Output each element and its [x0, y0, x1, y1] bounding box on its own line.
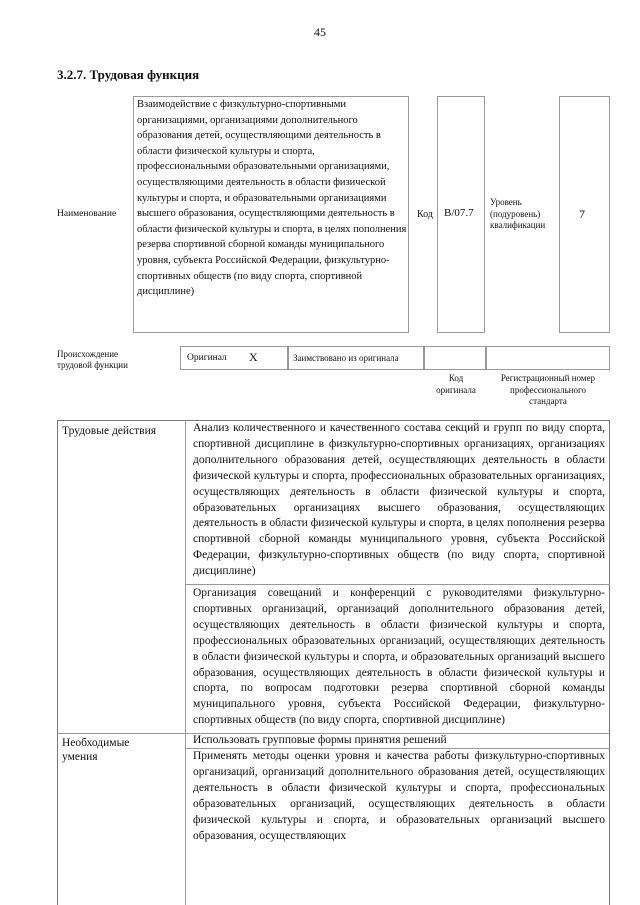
origin-label-line: трудовой функции — [57, 360, 128, 370]
function-name: Взаимодействие с физкультурно-спортивными организациями, организациями дополнительного образования детей, осуществляющими деятельность в области физической культуры и спорта, профессиональными образовательными организациями, осуществляющими деятельность в области физической культуры и спорта, и образовательными организациями высшего образования, осуществляющими деятельность в области физической культуры и спорта, в целях пополнения резерва спортивной сборной команды муниципального уровня, субъекта Российской Федерации, физкультурно-спортивных обществ (по виду спорта, спортивной дисциплине) — [137, 99, 407, 298]
table-row-divider — [185, 584, 610, 585]
level-value: 7 — [579, 207, 585, 221]
labor-actions-label: Трудовые действия — [62, 425, 157, 437]
skill-item: Применять методы оценки уровня и качества работы физкультурно-спортивных организаций, организаций дополнительного образования детей, осуществляющих деятельность в области физической культуры и спорта, профессиональных образовательных организаций, осуществляющих деятельность в области физической культуры и спорта, и образовательных организаций высшего образования, осуществляющих — [193, 750, 605, 842]
section-title: 3.2.7. Трудовая функция — [57, 67, 200, 82]
level-label-line: (подуровень) — [490, 208, 541, 219]
code-original-caption — [424, 373, 488, 396]
reg-number-cell — [486, 346, 610, 370]
caption-line: Код — [448, 373, 464, 383]
skills-label-line: Необходимые — [62, 737, 130, 749]
borrowed-label: Заимствовано из оригинала — [293, 353, 399, 363]
caption-line: оригинала — [436, 384, 476, 395]
origin-label — [57, 349, 128, 371]
reg-number-caption — [486, 373, 610, 408]
level-label-line: Уровень — [490, 197, 522, 207]
skills-label-line: умения — [62, 751, 98, 763]
code-label: Код — [417, 209, 433, 220]
origin-label-line: Происхождение — [57, 349, 119, 359]
code-value: B/07.7 — [444, 207, 474, 219]
skill-item: Использовать групповые формы принятия решений — [193, 734, 447, 746]
code-original-cell — [424, 346, 486, 370]
page-number: 45 — [314, 25, 326, 39]
caption-line: профессионального — [510, 384, 586, 395]
skills-label — [62, 736, 129, 764]
level-label — [490, 197, 545, 232]
labor-action-item: Анализ количественного и качественного состава секций и групп по виду спорта, спортивной дисциплине в физкультурно-спортивных организациях, организациях дополнительного образования детей, осуществляющих деятельность в области физической культуры и спорта, профессиональных образовательных организациях, осуществляющих деятельность в области физической культуры и спорта, образовательных организациях высшего образования, осуществляющих деятельность в области физической культуры и спорта, в целях пополнения резерва спортивной сборной команды муниципального уровня, субъекта Российской Федерации, физкультурно-спортивных обществ (по виду спорта, спортивной дисциплине) — [193, 422, 605, 578]
caption-line: стандарта — [529, 396, 567, 406]
original-mark: X — [249, 350, 258, 364]
caption-line: Регистрационный номер — [500, 373, 596, 383]
table-column-divider — [185, 420, 186, 905]
name-label: Наименование — [57, 209, 117, 219]
labor-action-item: Организация совещаний и конференций с руководителями физкультурно-спортивных организаций, организаций дополнительного образования детей, осуществляющих деятельность в области физической культуры и спорта, профессиональных образовательных организаций, осуществляющих деятельность в области физической культуры и спорта, и образовательных организаций высшего образования, осуществляющих деятельность в области физической культуры и спорта, по вопросам подготовки резерва спортивной сборной команды муниципального уровня, субъекта Российской Федерации, физкультурно-спортивных обществ (по виду спорта, спортивной дисциплине) — [193, 587, 605, 727]
original-label: Оригинал — [187, 353, 227, 363]
level-label-line: квалификации — [490, 220, 546, 230]
